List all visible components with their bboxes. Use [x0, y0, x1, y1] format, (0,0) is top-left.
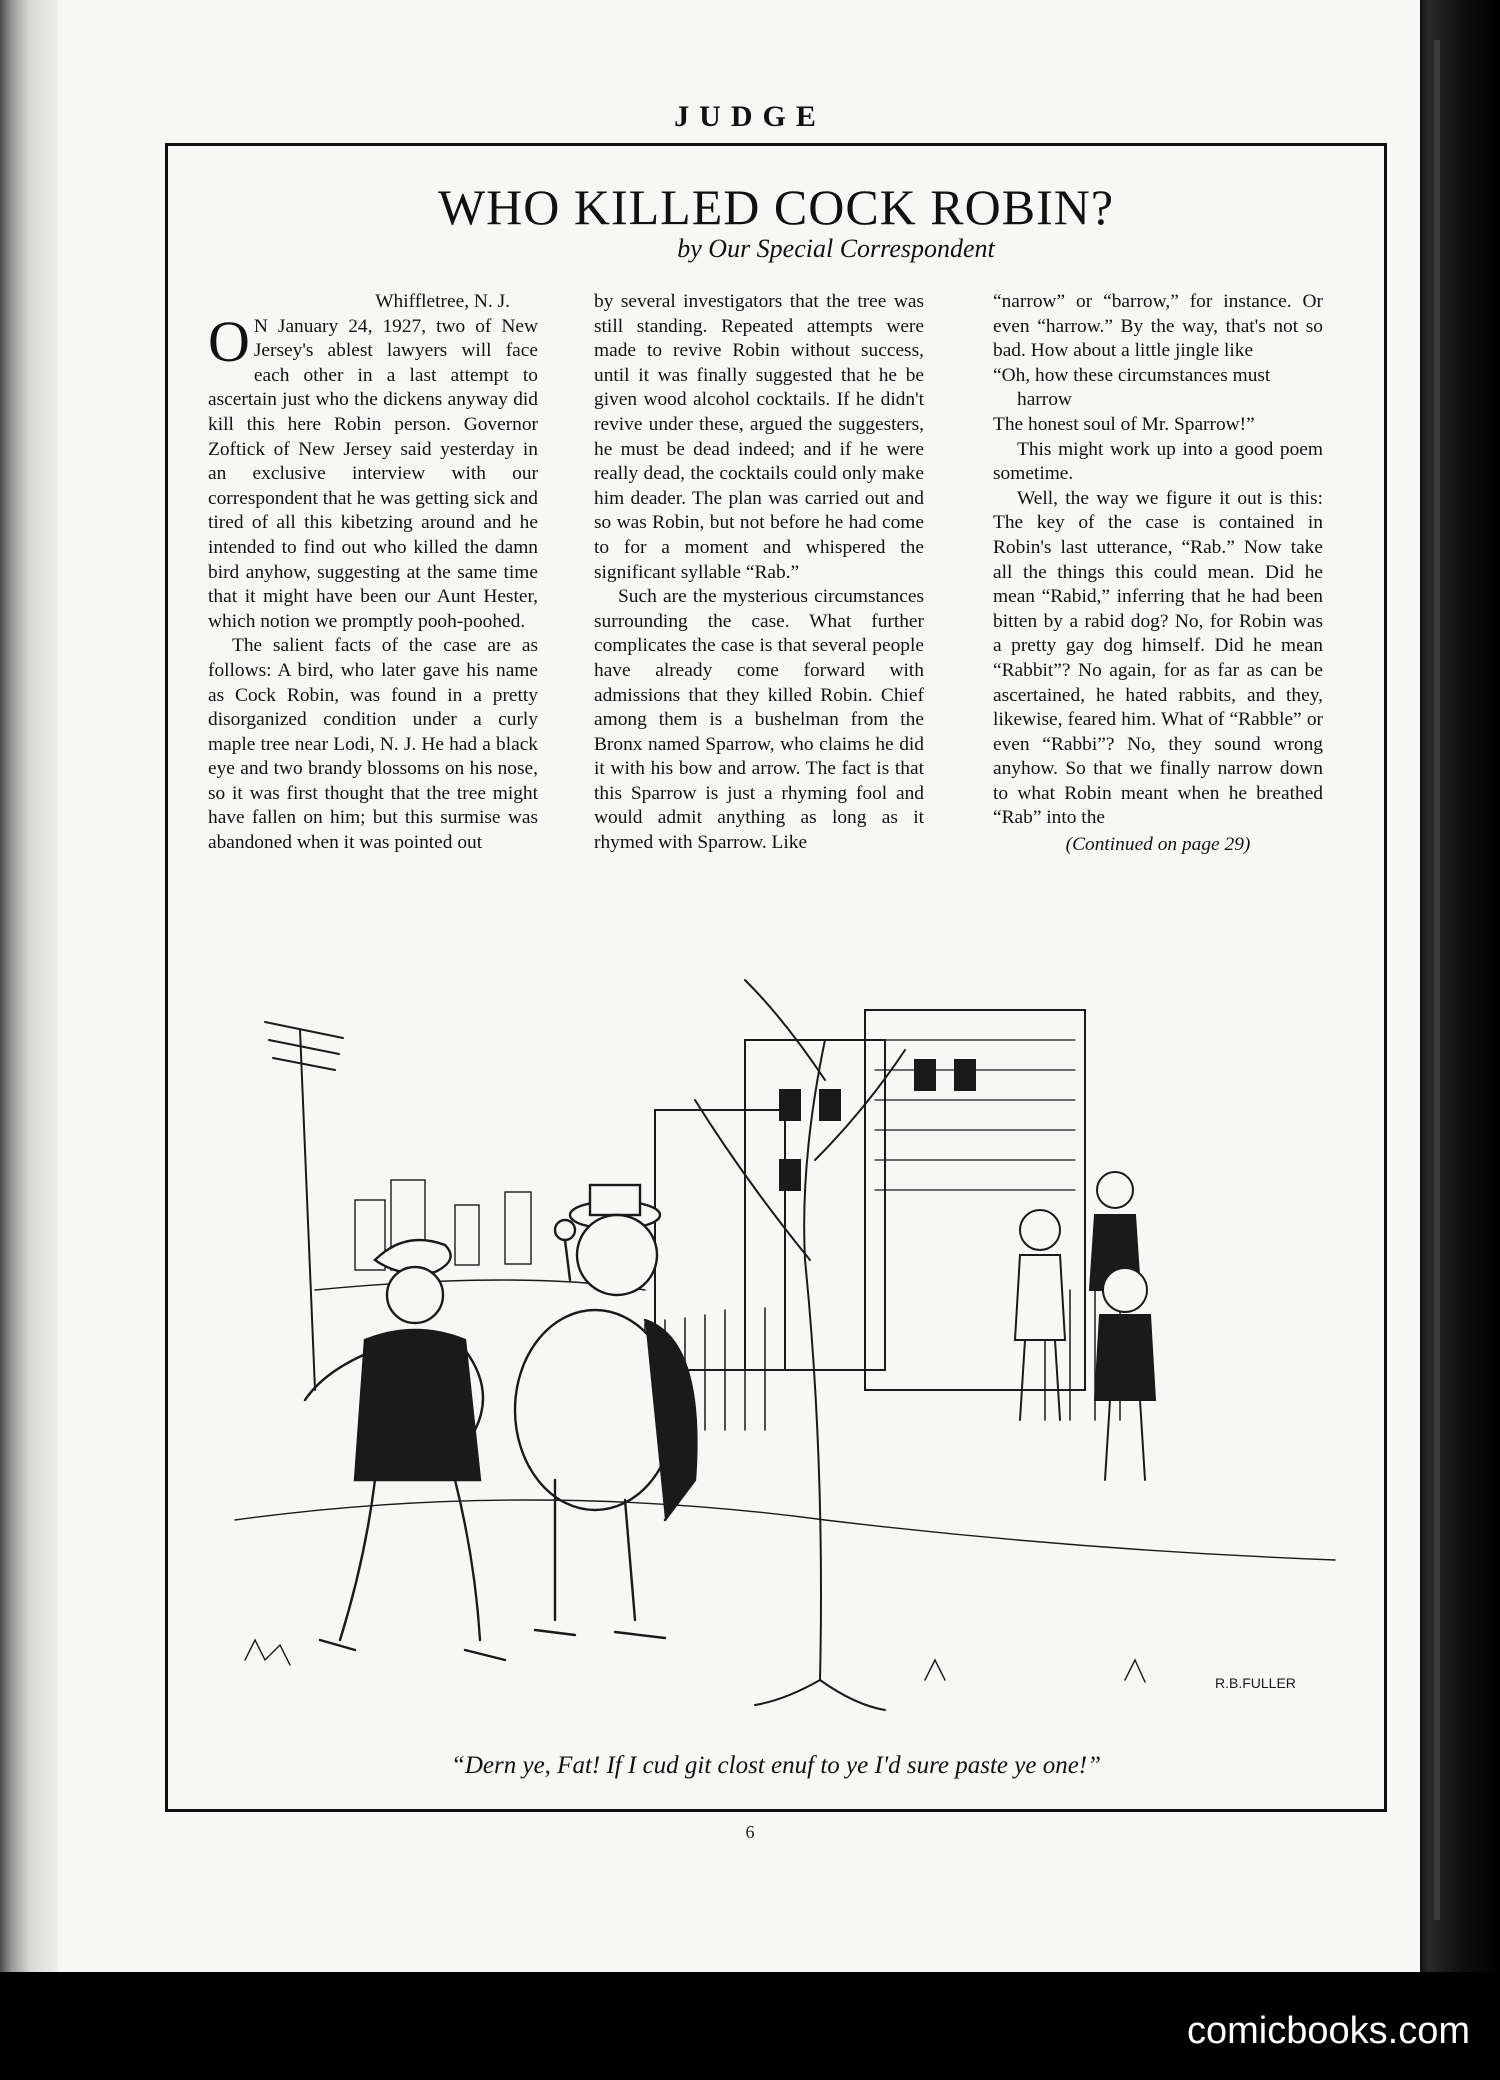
- verse-line: “Oh, how these circumstances must: [993, 364, 1271, 386]
- paragraph: by several investigators that the tree was still standing. Repeated attempts were made to revive Robin without success, until it was finally suggested that he be given wood alcohol cocktails. If he didn't revive under these, argued the suggesters, he must be dead indeed; and if he were really dead, the cocktails could only make him deader. The plan was carried out and so was Robin, but not before he had come to for a moment and whispered the significant syllable “Rab.”: [594, 291, 924, 583]
- cartoon-illustration: [225, 960, 1345, 1740]
- dateline: Whiffletree, N. J.: [375, 291, 510, 312]
- masthead: JUDGE: [674, 100, 826, 133]
- thin-man-figure: [305, 1240, 505, 1660]
- paragraph: The salient facts of the case are as follows: A bird, who later gave his name as Cock Robin, was found in a pretty disorganized condition under a curly maple tree near Lodi, N. J. He had a black eye and two brandy blossoms on his nose, so it was first thought that the tree might have fallen on him; but this surmise was abandoned when it was pointed out: [208, 635, 538, 854]
- fat-man-figure: [515, 1185, 696, 1638]
- page-binding-shadow: [0, 0, 58, 1972]
- article-title: WHO KILLED COCK ROBIN?: [437, 179, 1115, 235]
- continued-note: (Continued on page 29): [1065, 834, 1251, 856]
- verse-line: The honest soul of Mr. Sparrow!”: [993, 413, 1255, 435]
- opening-paragraph: [208, 308, 538, 635]
- paragraph: “narrow” or “barrow,” for instance. Or even “harrow.” By the way, that's not so bad. How about a little jingle like: [993, 291, 1323, 362]
- paragraph: This might work up into a good poem sometime.: [993, 438, 1323, 485]
- illustration-caption: “Dern ye, Fat! If I cud git clost enuf to ye I'd sure paste ye one!”: [450, 1752, 1102, 1779]
- article-byline: by Our Special Correspondent: [677, 234, 995, 263]
- artist-signature: R.B.FULLER: [1215, 1675, 1296, 1691]
- text-column-1: [208, 290, 538, 940]
- text-column-2: [594, 290, 924, 940]
- drop-cap: O: [208, 308, 250, 374]
- ground: [235, 1500, 1335, 1560]
- paragraph-text: N January 24, 1927, two of New Jersey's ablest lawyers will face each other in a last attempt to ascertain just who the dickens anyway did kill this here Robin person. Governor Zoftick of New Jersey said yesterday in an exclusive interview with our correspondent that he was getting sick and tired of all this kibetzing around and he intended to find out who killed the damn bird anyhow, suggesting at the same time that it might have been our Aunt Hester, which notion we promptly pooh-poohed.: [208, 315, 538, 632]
- book-edge: [1420, 0, 1500, 1972]
- grass: [245, 1640, 1145, 1682]
- telephone-pole: [265, 1022, 343, 1390]
- text-column-3: [993, 290, 1323, 940]
- jingle-verse: [993, 364, 1323, 438]
- verse-line: harrow: [1017, 389, 1072, 411]
- paragraph: Well, the way we figure it out is this: The key of the case is contained in Robin's last utterance, “Rab.” Now take all the things this could mean. Did he mean “Rabid,” inferring that he had been bitten by a rabid dog? No, for Robin was a pretty gay dog himself. Did he mean “Rabbit”? No again, for as far as can be ascertained, he hated rabbits, and they, likewise, feared him. What of “Rabble” or even “Rabbi”? No, they sound wrong anyhow. So that we finally narrow down to what Robin meant when he breathed “Rab” into the: [993, 487, 1323, 829]
- paragraph: Such are the mysterious circumstances surrounding the case. What further complicates the case is that several people have already come forward with admissions that they killed Robin. Chief among them is a bushelman from the Bronx named Sparrow, who claims he did it with his bow and arrow. The fact is that this Sparrow is just a rhyming fool and would admit anything as long as it rhymed with Sparrow. Like: [594, 586, 924, 854]
- page-number: 6: [745, 1822, 755, 1842]
- source-watermark: comicbooks.com: [1187, 2010, 1470, 2052]
